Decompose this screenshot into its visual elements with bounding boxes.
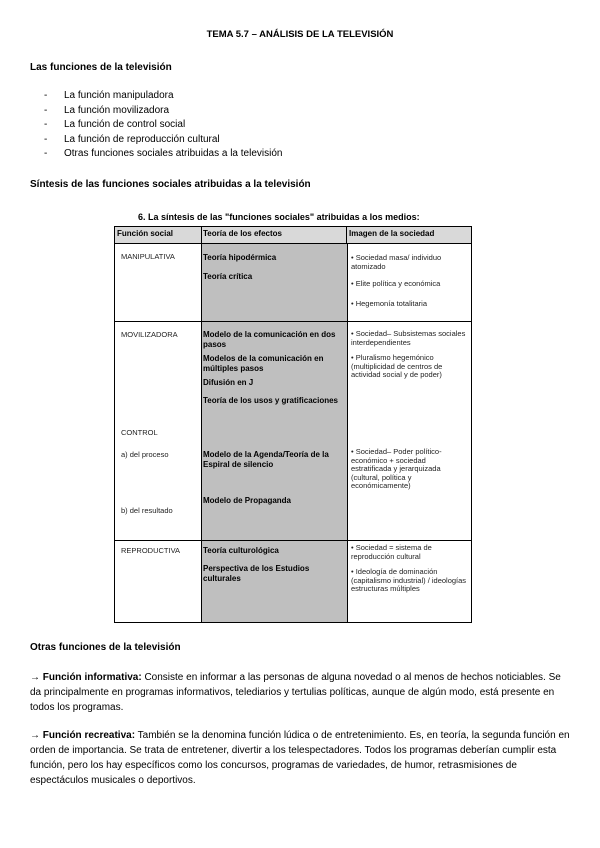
theory-cell: Teoría de los usos y gratificaciones: [203, 396, 339, 405]
paragraph-text: Consiste en informar a las personas de alguna novedad o al menos de hechos noticiables. Se da principalmente en programas informativos, telediarios y tertulias políticas, aunque de algún modo, está presente en todos los programas.: [30, 672, 561, 713]
function-control: CONTROL: [121, 428, 158, 437]
theory-cell: Modelo de la comunicación en dos pasos: [203, 330, 336, 349]
header-theory: Teoría de los efectos: [203, 229, 282, 238]
image-cell: • Elite política y económica: [351, 279, 441, 288]
paragraph-recreativa: [30, 728, 572, 788]
image-cell: • Pluralismo hegemónico (multiplicidad de centros de actividad social y de poder): [351, 353, 443, 379]
paragraph-label: → Función informativa:: [30, 672, 142, 683]
synthesis-table: [114, 226, 472, 623]
paragraph-informativa: [30, 670, 572, 715]
control-subitem-result: b) del resultado: [121, 506, 173, 515]
control-subitem-process: a) del proceso: [121, 450, 169, 459]
document-title: TEMA 5.7 – ANÁLISIS DE LA TELEVISIÓN: [206, 29, 394, 40]
theory-cell: Teoría hipodérmica: [203, 253, 277, 262]
image-cell: • Sociedad = sistema de reproducción cultural: [351, 543, 432, 561]
section-heading-functions: Las funciones de la televisión: [30, 62, 172, 73]
list-item: - La función de control social: [44, 118, 282, 133]
synthesis-table-image: [114, 210, 470, 612]
row-divider: [115, 540, 471, 541]
theory-cell: Perspectiva de los Estudios culturales: [203, 564, 310, 583]
header-divider: [201, 227, 202, 244]
function-movilizadora: MOVILIZADORA: [121, 330, 178, 339]
image-cell: • Ideología de dominación (capitalismo industrial) / ideologías estructuras múltiples: [351, 567, 467, 593]
section-heading-synthesis: Síntesis de las funciones sociales atribuidas a la televisión: [30, 179, 311, 190]
paragraph-label: → Función recreativa:: [30, 730, 136, 741]
theory-cell: Teoría crítica: [203, 272, 253, 281]
table-caption: 6. La síntesis de las "funciones sociales" atribuidas a los medios:: [138, 212, 420, 222]
paragraph-text: También se la denomina función lúdica o de entretenimiento. Es, en teoría, la segunda función en orden de importancia. Se trata de entretener, divertir a los telespectadores. Todos los programas deberían cumplir esta función, pero los hay específicos como los concursos, programas de variedades, de humor, retrasmisiones de espectáculos musicales o deportivos.: [30, 730, 570, 786]
theory-cell: Difusión en J: [203, 378, 254, 387]
list-item: - La función movilizadora: [44, 104, 282, 119]
image-cell: • Sociedad– Subsistemas sociales interdependientes: [351, 329, 466, 347]
theory-cell: Modelos de la comunicación en múltiples pasos: [203, 354, 324, 373]
row-divider: [115, 321, 471, 322]
theory-cell: Modelo de Propaganda: [203, 496, 292, 505]
image-cell: • Sociedad masa/ individuo atomizado: [351, 253, 442, 271]
header-image: Imagen de la sociedad: [349, 229, 435, 238]
table-header-row: [115, 226, 471, 244]
image-cell: • Hegemonía totalitaria: [351, 299, 427, 308]
header-function: Función social: [117, 229, 174, 238]
theory-cell: Teoría culturológica: [203, 546, 279, 555]
function-reproductiva: REPRODUCTIVA: [121, 546, 181, 555]
section-heading-other-functions: Otras funciones de la televisión: [30, 642, 181, 653]
theory-cell: Modelo de la Agenda/Teoría de la Espiral de silencio: [203, 450, 329, 469]
image-cell: • Sociedad– Poder político-económico + sociedad estratificada y jerarquizada (cultural, política y económicamente): [351, 447, 442, 490]
list-item: - La función de reproducción cultural: [44, 133, 282, 148]
functions-list: [44, 89, 282, 162]
list-item: - Otras funciones sociales atribuidas a la televisión: [44, 147, 282, 162]
list-item: - La función manipuladora: [44, 89, 282, 104]
header-divider: [346, 227, 347, 244]
function-manipulativa: MANIPULATIVA: [121, 252, 175, 261]
